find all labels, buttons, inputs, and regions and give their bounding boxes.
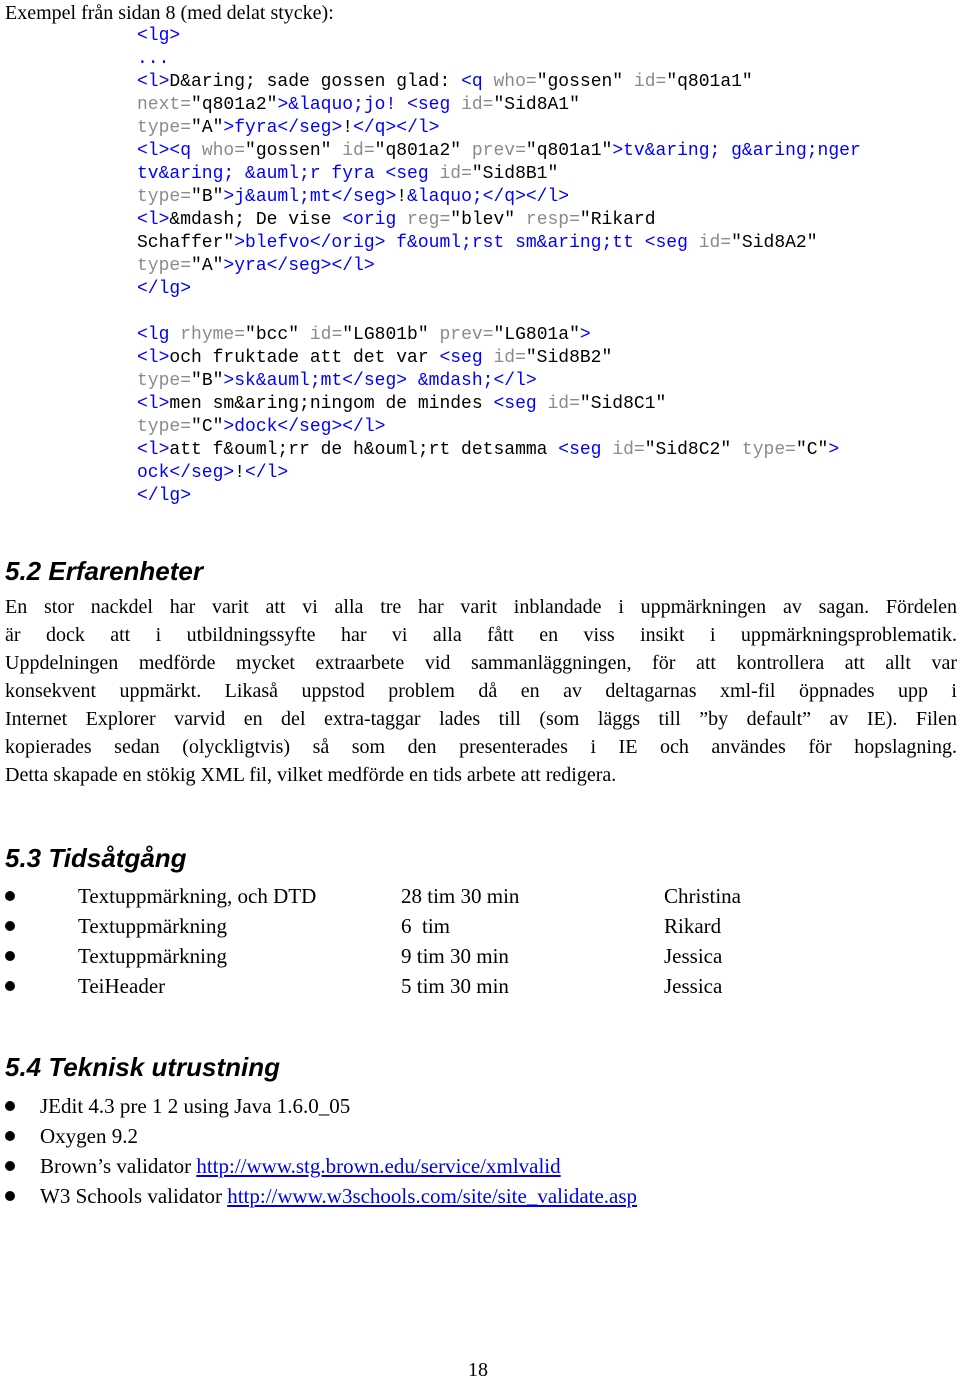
bullet-icon [5,1191,15,1201]
bullet-icon [5,1101,15,1111]
code-line: </lg> [137,486,192,506]
code-line: <l><q who="gossen" id="q801a2" prev="q801a1">tv&aring; g&aring;nger [137,141,861,161]
w3schools-validator-link[interactable]: http://www.w3schools.com/site/site_validate.asp [227,1184,638,1208]
code-line: </lg> [137,279,192,299]
list-item: Oxygen 9.2 [0,1121,960,1151]
code-line: <lg> [137,26,181,46]
code-line: type="A">fyra</seg>!</q></l> [137,118,440,138]
paragraph-line: Uppdelningen medförde mycket extraarbete vid sammanläggningen, för att kontrollera att allt var [5,652,957,674]
bullet-icon [5,1161,15,1171]
code-line: <lg rhyme="bcc" id="LG801b" prev="LG801a"> [137,325,591,345]
code-line: type="B">j&auml;mt</seg>!&laquo;</q></l> [137,187,570,207]
code-line: type="B">sk&auml;mt</seg> &mdash;</l> [137,371,537,391]
code-line: Schaffer">blefvo</orig> f&ouml;rst sm&aring;tt <seg id="Sid8A2" [137,233,818,253]
section-heading-technical-equipment: 5.4 Teknisk utrustning [5,1052,280,1082]
code-line: <l>att f&ouml;rr de h&ouml;rt detsamma <seg id="Sid8C2" type="C"> [137,440,840,460]
list-item: Textuppmärkning 9 tim 30 min Jessica [0,941,960,971]
page-number: 18 [468,1359,488,1381]
bullet-icon [5,921,15,931]
paragraph-line: En stor nackdel har varit att vi alla tre har varit inblandade i uppmärkningen av sagan. Fördelen [5,596,957,618]
code-line: type="A">yra</seg></l> [137,256,375,276]
xml-code-example [137,25,957,508]
code-line: next="q801a2">&laquo;jo! <seg id="Sid8A1" [137,95,580,115]
code-line: <l>&mdash; De vise <orig reg="blev" resp="Rikard [137,210,656,230]
code-line: ock</seg>!</l> [137,463,289,483]
list-item: TeiHeader 5 tim 30 min Jessica [0,971,960,1001]
paragraph-line: kopierades sedan (olyckligtvis) så som den presenterades i IE och användes för hopslagning. [5,736,957,758]
paragraph-line: är dock att i utbildningssyfte har vi alla fått en viss insikt i uppmärkningsproblematik. [5,624,957,646]
section-heading-time-spent: 5.3 Tidsåtgång [5,843,187,873]
intro-text: Exempel från sidan 8 (med delat stycke): [5,2,334,24]
list-item: W3 Schools validator http://www.w3schools.com/site/site_validate.asp [0,1181,960,1211]
bullet-icon [5,1131,15,1141]
bullet-icon [5,891,15,901]
list-item: Brown’s validator http://www.stg.brown.edu/service/xmlvalid [0,1151,960,1181]
bullet-icon [5,981,15,991]
section-heading-experiences: 5.2 Erfarenheter [5,556,203,586]
brown-validator-link[interactable]: http://www.stg.brown.edu/service/xmlvalid [196,1154,561,1178]
code-line: <l>men sm&aring;ningom de mindes <seg id="Sid8C1" [137,394,667,414]
code-line: type="C">dock</seg></l> [137,417,386,437]
time-spent-list [0,881,960,1001]
experiences-paragraph [5,593,957,789]
bullet-icon [5,951,15,961]
paragraph-line: Detta skapade en stökig XML fil, vilket medförde en tids arbete att redigera. [5,764,617,786]
code-line: ... [137,49,170,69]
list-item: Textuppmärkning 6 tim Rikard [0,911,960,941]
paragraph-line: Internet Explorer varvid en del extra-taggar lades till (som läggs till ”by default” av IE). Filen [5,708,957,730]
code-line: <l>och fruktade att det var <seg id="Sid8B2" [137,348,613,368]
list-item: JEdit 4.3 pre 1 2 using Java 1.6.0_05 [0,1091,960,1121]
paragraph-line: konsekvent uppmärkt. Likaså uppstod problem då en av deltagarnas xml-fil öppnades upp i [5,680,957,702]
code-line: <l>D&aring; sade gossen glad: <q who="gossen" id="q801a1" [137,72,753,92]
equipment-list [0,1091,960,1211]
list-item: Textuppmärkning, och DTD 28 tim 30 min Christina [0,881,960,911]
code-line: tv&aring; &auml;r fyra <seg id="Sid8B1" [137,164,559,184]
